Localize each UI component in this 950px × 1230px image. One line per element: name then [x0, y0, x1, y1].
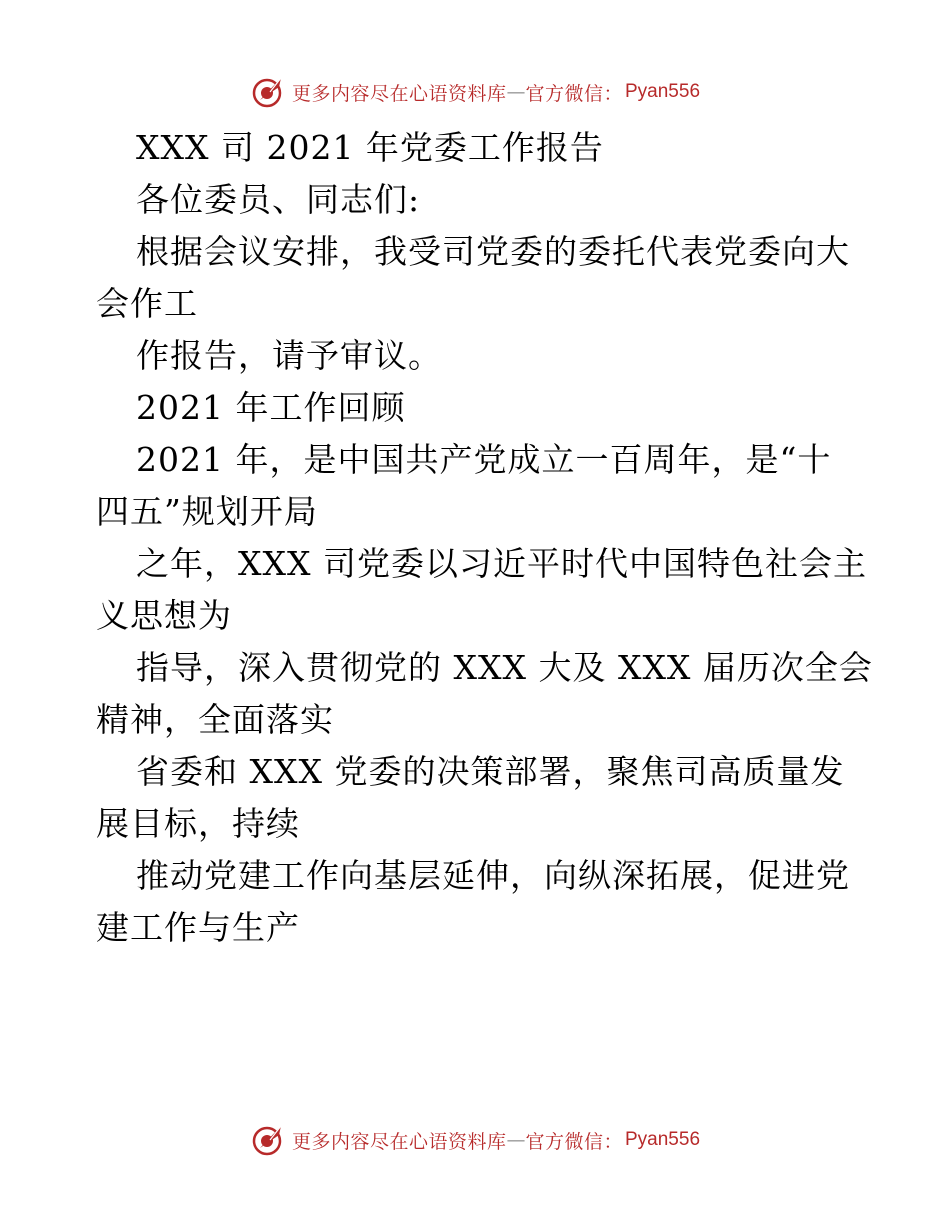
paragraph: 推动党建工作向基层延伸，向纵深拓展，促进党 建工作与生产	[96, 856, 850, 947]
watermark-dash: —	[506, 81, 526, 103]
watermark-text: 更多内容尽在心语资料库	[291, 1130, 507, 1153]
paragraph: 指导，深入贯彻党的 XXX 大及 XXX 届历次全会 精神，全面落实	[96, 648, 873, 739]
quill-logo-icon	[250, 1122, 286, 1158]
paragraph: 之年，XXX 司党委以习近平时代中国特色社会主 义思想为	[96, 544, 867, 635]
document-body	[96, 122, 873, 954]
paragraph: 2021 年，是中国共产党成立一百周年，是“十 四五”规划开局	[96, 440, 832, 531]
watermark-wechat-id: Pyan556	[625, 1129, 701, 1150]
paragraph: 根据会议安排，我受司党委的委托代表党委向大 会作工	[96, 232, 850, 323]
watermark-dash: —	[506, 1129, 526, 1151]
footer-watermark	[0, 1120, 950, 1160]
watermark-official-label: 官方微信：	[525, 1130, 623, 1153]
watermark-official-label: 官方微信：	[525, 82, 623, 105]
quill-logo-icon	[250, 74, 286, 110]
section-heading: 2021 年工作回顾	[136, 388, 406, 427]
watermark-wechat-id: Pyan556	[625, 81, 701, 102]
paragraph: 省委和 XXX 党委的决策部署，聚焦司高质量发 展目标，持续	[96, 752, 845, 843]
paragraph: 作报告，请予审议。	[136, 336, 442, 375]
header-watermark	[0, 72, 950, 112]
document-title: XXX 司 2021 年党委工作报告	[136, 128, 604, 167]
salutation: 各位委员、同志们:	[136, 180, 421, 219]
watermark-text: 更多内容尽在心语资料库	[291, 82, 507, 105]
